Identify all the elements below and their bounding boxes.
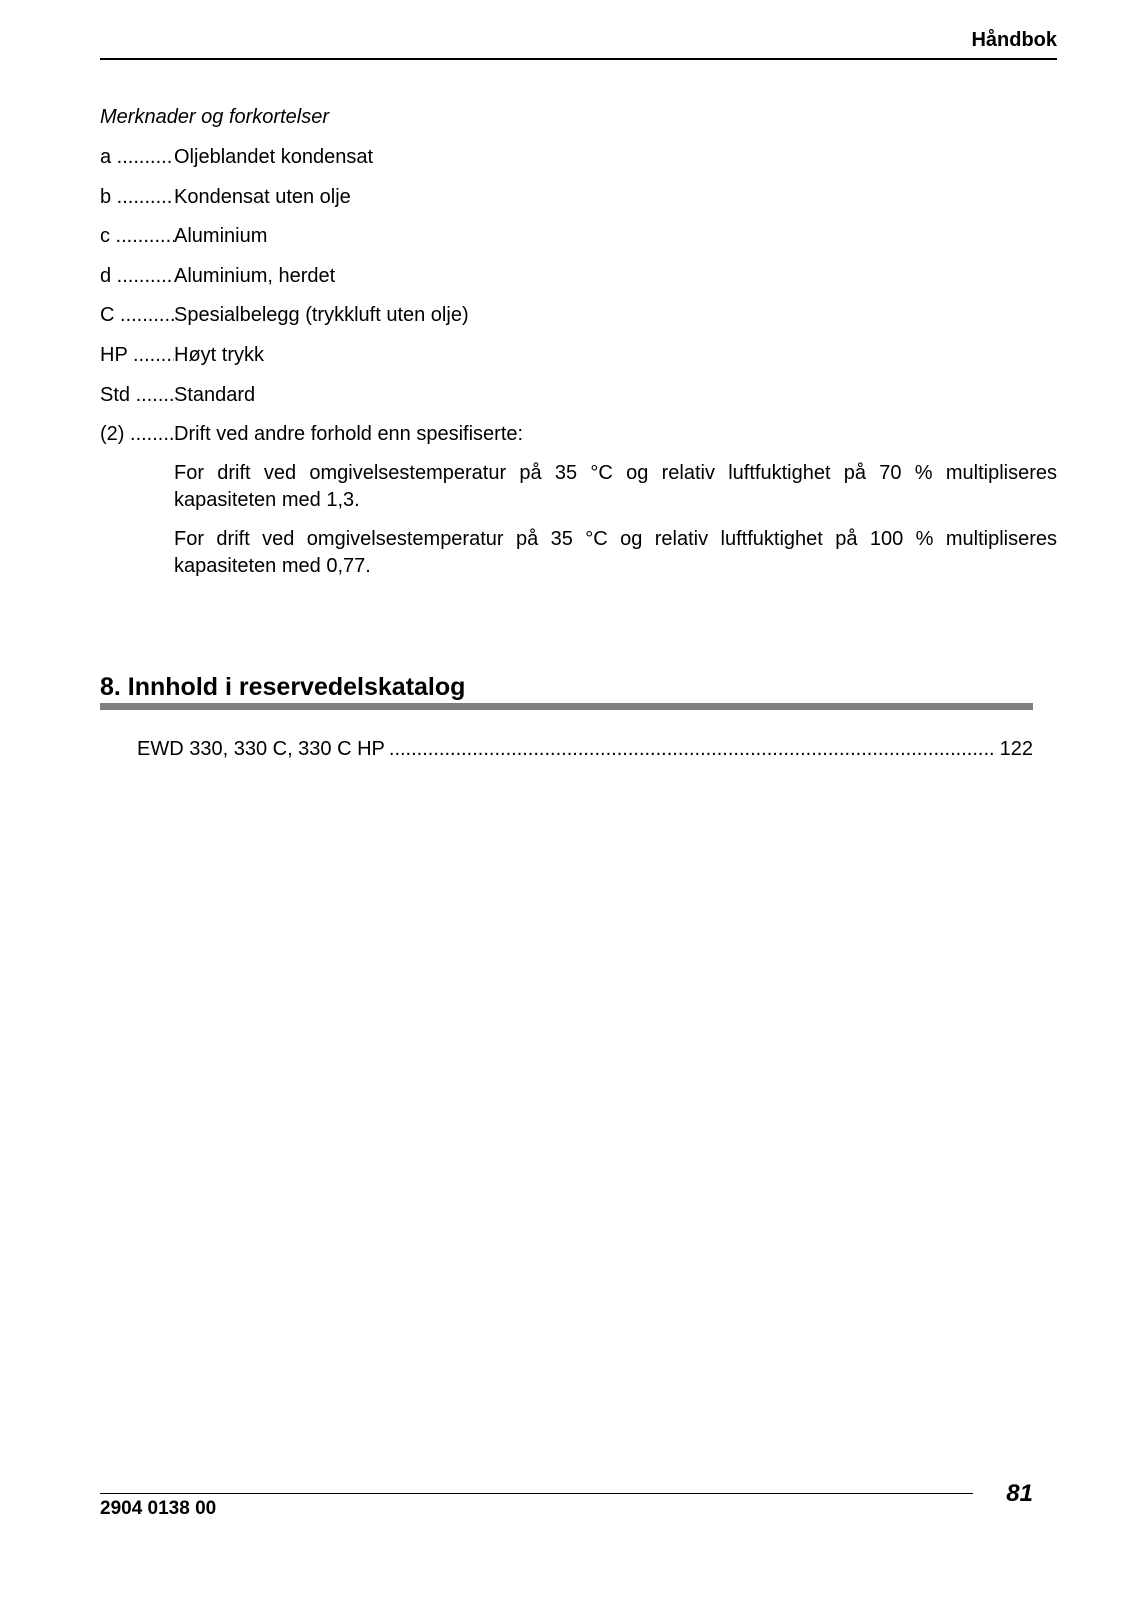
abbreviation-row (100, 145, 1057, 185)
abbreviation-term: HP ..... (100, 343, 174, 367)
condition-paragraph: For drift ved omgivelsestemperatur på 35 °C og relativ luftfuktighet på 70 % multipliseres kapasiteten med 1,3. (174, 462, 1057, 511)
abbreviation-definition: Spesialbelegg (trykkluft uten olje) (174, 304, 469, 327)
abbreviation-row (100, 185, 1057, 225)
abbreviation-term: C ..... (100, 303, 174, 327)
abbreviation-definition: Høyt trykk (174, 343, 264, 366)
abbreviation-term: Std ..... (100, 383, 174, 407)
abbreviation-term: a ..... (100, 145, 174, 169)
footer-document-number: 2904 0138 00 (100, 1498, 217, 1519)
abbreviation-row (100, 224, 1057, 264)
abbreviation-row (100, 264, 1057, 304)
footer-rule (100, 1493, 973, 1494)
abbreviation-term: d ..... (100, 264, 174, 288)
abbreviation-definition: Aluminium, herdet (174, 264, 336, 287)
abbreviation-definition: Drift ved andre forhold enn spesifiserte: (174, 423, 524, 446)
section-heading: 8. Innhold i reservedelskatalog (100, 673, 466, 701)
abbreviation-row (100, 422, 1057, 462)
header-rule (100, 58, 1057, 60)
toc-entry[interactable] (137, 736, 1033, 762)
header-title: Håndbok (971, 29, 1057, 51)
abbreviation-row (100, 303, 1057, 343)
notes-heading: Merknader og forkortelser (100, 106, 329, 128)
toc-leader-dots (389, 736, 996, 762)
abbreviation-definition: Kondensat uten olje (174, 185, 351, 208)
abbreviation-row (100, 383, 1057, 423)
section-rule (100, 703, 1033, 710)
abbreviation-term: b ..... (100, 185, 174, 209)
abbreviation-row (100, 343, 1057, 383)
toc-entry-title: EWD 330, 330 C, 330 C HP (137, 738, 385, 760)
footer-page-number: 81 (1006, 1480, 1033, 1507)
abbreviation-definition: Oljeblandet kondensat (174, 146, 374, 168)
abbreviation-term: (2) ..... (100, 422, 174, 446)
abbreviation-term: c ..... (100, 224, 174, 248)
abbreviation-definition: Standard (174, 383, 256, 406)
condition-paragraph: For drift ved omgivelsestemperatur på 35 °C og relativ luftfuktighet på 100 % multipliseres kapasiteten med 0,77. (174, 528, 1057, 577)
abbreviation-definition: Aluminium (174, 225, 268, 248)
abbreviation-list (100, 145, 1057, 462)
toc-entry-page: 122 (999, 738, 1033, 760)
